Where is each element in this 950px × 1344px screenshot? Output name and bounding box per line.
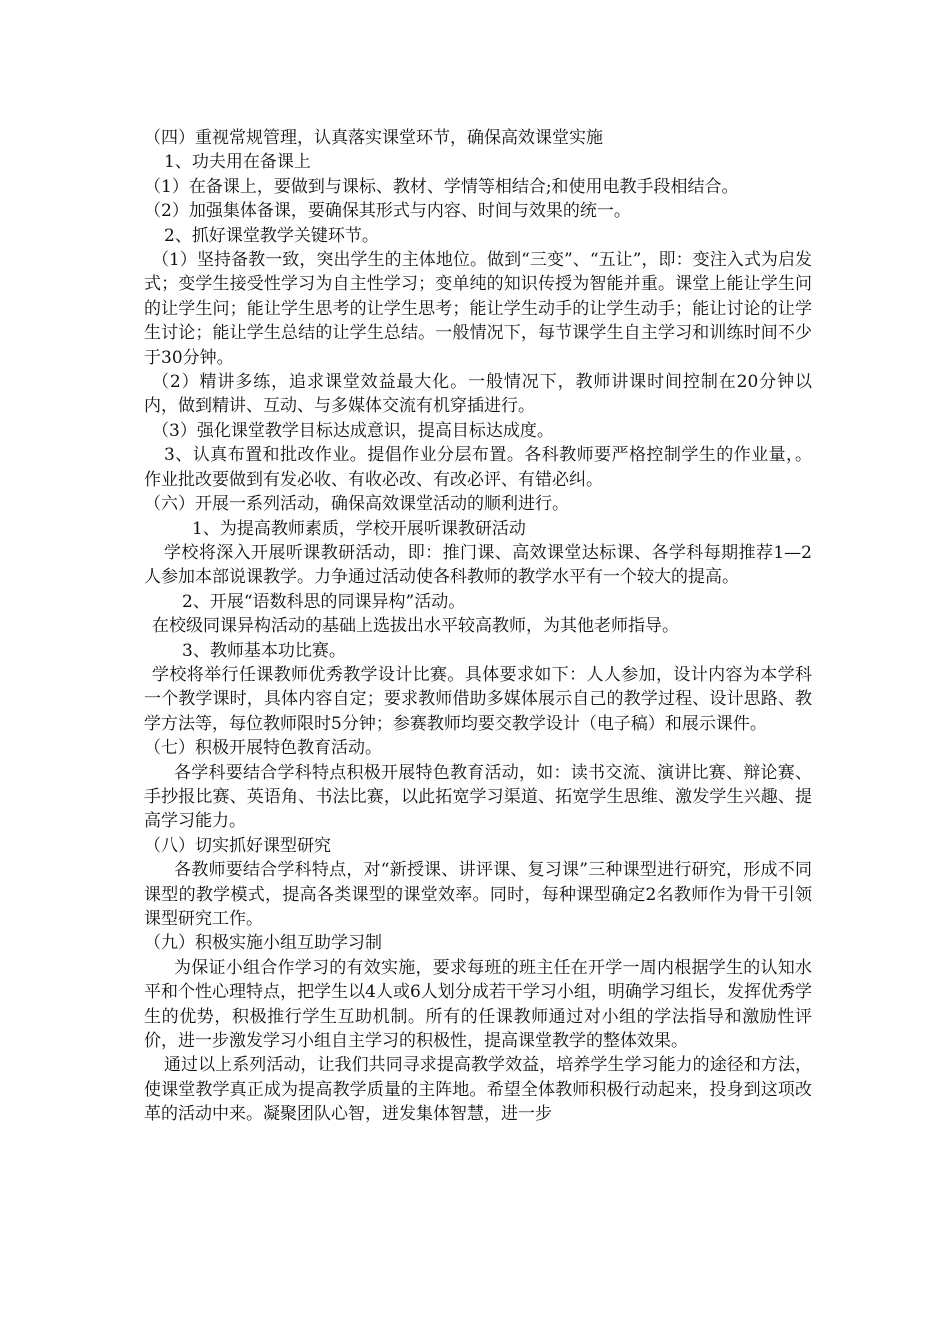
paragraph: 1、功夫用在备课上 [164,152,311,173]
paragraph: 各教师要结合学科特点，对“新授课、讲评课、复习课”三种课型进行研究，形成不同课型的教学模式，提高各类课型的课堂效率。同时，每种课型确定2名教师作为骨干引领课型研究工作。 [144,860,812,929]
paragraph: （八）切实抓好课型研究 [144,835,331,856]
paragraph: （2）加强集体备课，要确保其形式与内容、时间与效果的统一。 [144,201,631,222]
paragraph: （四）重视常规管理，认真落实课堂环节，确保高效课堂实施 [144,128,603,148]
paragraph: 学校将深入开展听课教研活动，即：推门课、高效课堂达标课、各学科每期推荐1—2人参加本部说课教学。力争通过活动使各科教师的教学水平有一个较大的提高。 [144,542,812,588]
paragraph: 各学科要结合学科特点积极开展特色教育活动，如：读书交流、演讲比赛、辩论赛、手抄报比赛、英语角、书法比赛，以此拓宽学习渠道、拓宽学生思维、激发学生兴趣、提高学习能力。 [144,762,812,832]
paragraph: 在校级同课异构活动的基础上选拔出水平较高教师，为其他老师指导。 [152,616,679,637]
paragraph: （九）积极实施小组互助学习制 [144,933,382,954]
paragraph: 2、抓好课堂教学关键环节。 [164,225,379,246]
paragraph: 2、开展“语数科思的同课异构”活动。 [182,591,466,612]
paragraph: 1、为提高教师素质，学校开展听课教研活动 [192,518,526,539]
paragraph: （七）积极开展特色教育活动。 [144,738,382,759]
paragraph: （1）在备课上，要做到与课标、教材、学情等相结合;和使用电教手段相结合。 [144,176,739,197]
paragraph: 为保证小组合作学习的有效实施，要求每班的班主任在开学一周内根据学生的认知水平和个性心理特点，把学生以4人或6人划分成若干学习小组，明确学习组长，发挥优秀学生的优势，积极推行学生互助机制。所有的任课教师通过对小组的学法指导和激励性评价，进一步激发学习小组自主学习的积极性，提高课堂教学的整体效果。 [144,957,812,1052]
document-body [144,126,812,1127]
paragraph: （2）精讲多练，追求课堂效益最大化。一般情况下，教师讲课时间控制在20分钟以内，做到精讲、互动、与多媒体交流有机穿插进行。 [144,372,812,417]
paragraph: （1）坚持备教一致，突出学生的主体地位。做到“三变”、“五让”，即：变注入式为启发式；变学生接受性学习为自主性学习；变单纯的知识传授为智能并重。课堂上能让学生问的让学生问；能让学生思考的让学生思考；能让学生动手的让学生动手；能让讨论的让学生讨论；能让学生总结的让学生总结。一般情况下，每节课学生自主学习和训练时间不少于30分钟。 [144,250,812,368]
paragraph: 3、认真布置和批改作业。提倡作业分层布置。各科教师要严格控制学生的作业量，。作业批改要做到有发必收、有收必改、有改必评、有错必纠。 [144,445,812,490]
paragraph: 学校将举行任课教师优秀教学设计比赛。具体要求如下：人人参加，设计内容为本学科一个教学课时，具体内容自定；要求教师借助多媒体展示自己的教学过程、设计思路、教学方法等，每位教师限时5分钟；参赛教师均要交教学设计（电子稿）和展示课件。 [144,664,812,734]
paragraph: 3、教师基本功比赛。 [182,640,346,661]
paragraph: （六）开展一系列活动，确保高效课堂活动的顺利进行。 [144,494,569,515]
paragraph: （3）强化课堂教学目标达成意识，提高目标达成度。 [152,420,554,441]
paragraph: 通过以上系列活动，让我们共同寻求提高教学效益，培养学生学习能力的途径和方法，使课堂教学真正成为提高教学质量的主阵地。希望全体教师积极行动起来，投身到这项改革的活动中来。凝聚团队心智，迸发集体智慧，进一步 [144,1055,812,1125]
